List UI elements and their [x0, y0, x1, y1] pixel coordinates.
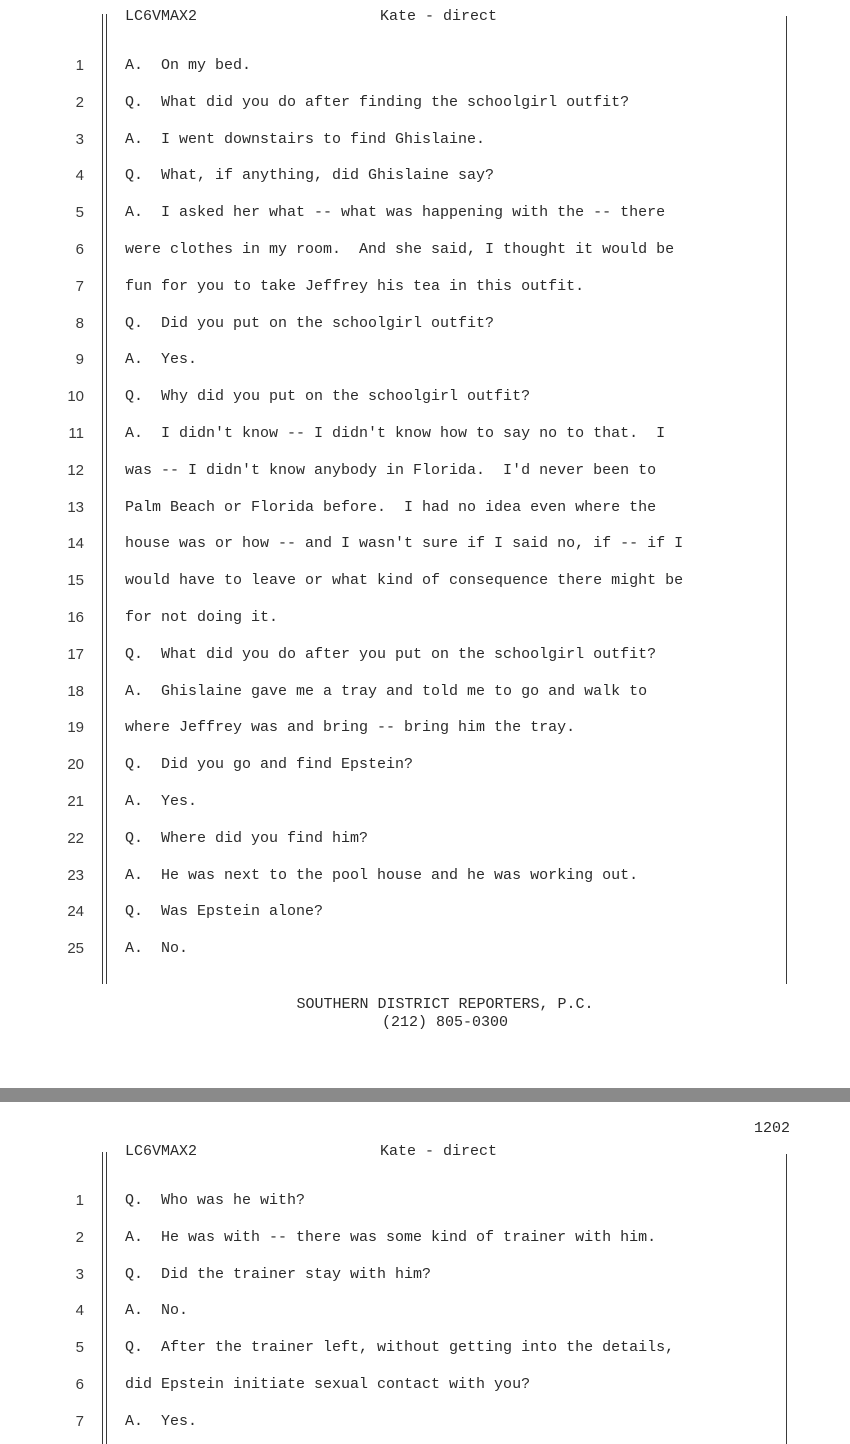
transcript-line: A. I went downstairs to find Ghislaine.	[125, 130, 486, 148]
line-number: 23	[67, 866, 84, 884]
transcript-line: Q. What did you do after you put on the schoolgirl outfit?	[125, 645, 657, 663]
reporter-name: SOUTHERN DISTRICT REPORTERS, P.C.	[296, 996, 594, 1013]
line-number: 18	[67, 682, 84, 700]
line-number: 8	[75, 314, 84, 332]
transcript-line: Q. What did you do after finding the schoolgirl outfit?	[125, 93, 630, 111]
transcript-line: house was or how -- and I wasn't sure if I said no, if -- if I	[125, 535, 684, 553]
left-margin-rule-inner	[106, 1152, 107, 1444]
transcript-line: Palm Beach or Florida before. I had no idea even where the	[125, 498, 657, 516]
line-number: 15	[67, 572, 84, 590]
line-number: 2	[75, 1228, 84, 1246]
line-number: 25	[67, 940, 84, 958]
transcript-line: Q. Why did you put on the schoolgirl outfit?	[125, 388, 531, 406]
transcript-line: where Jeffrey was and bring -- bring him the tray.	[125, 719, 576, 737]
line-number: 2	[75, 93, 84, 111]
left-margin-rule-outer	[102, 1152, 103, 1444]
transcript-line: A. He was next to the pool house and he was working out.	[125, 866, 639, 884]
transcript-line: A. Yes.	[125, 351, 198, 369]
transcript-line: A. On my bed.	[125, 57, 252, 74]
transcript-line: A. No.	[125, 940, 189, 958]
transcript-page-2	[0, 1102, 850, 1444]
left-margin-rule-outer	[102, 14, 103, 984]
line-number: 21	[67, 793, 84, 810]
line-number: 14	[67, 535, 84, 553]
line-number: 10	[67, 388, 84, 406]
line-number: 24	[67, 903, 84, 921]
transcript-line: A. Yes.	[125, 793, 198, 810]
page-separator	[0, 1088, 850, 1102]
transcript-line: Q. Did you put on the schoolgirl outfit?	[125, 314, 495, 332]
line-number: 3	[75, 1265, 84, 1283]
transcript-line: was -- I didn't know anybody in Florida. I'd never been to	[125, 461, 657, 479]
line-number: 6	[75, 241, 84, 258]
line-number: 7	[75, 1412, 84, 1430]
transcript-line: Q. What, if anything, did Ghislaine say?	[125, 167, 495, 185]
transcript-line: were clothes in my room. And she said, I thought it would be	[125, 241, 675, 258]
line-number: 13	[67, 498, 84, 516]
transcript-line: for not doing it.	[125, 609, 279, 626]
transcript-line: A. I didn't know -- I didn't know how to say no to that. I	[125, 425, 666, 442]
line-number: 7	[75, 277, 84, 295]
line-number: 22	[67, 829, 84, 847]
transcript-line: A. No.	[125, 1302, 189, 1320]
transcript-line: A. I asked her what -- what was happening with the -- there	[125, 204, 666, 222]
right-margin-rule	[786, 16, 787, 984]
transcript-line: A. Ghislaine gave me a tray and told me to go and walk to	[125, 682, 648, 700]
line-number: 3	[75, 130, 84, 148]
line-number: 19	[67, 719, 84, 737]
line-number: 20	[67, 756, 84, 774]
line-number: 4	[75, 167, 84, 185]
case-code: LC6VMAX2	[125, 8, 198, 25]
transcript-line: Q. Was Epstein alone?	[125, 903, 324, 921]
transcript-line: Q. Did you go and find Epstein?	[125, 756, 414, 774]
transcript-line: Q. Did the trainer stay with him?	[125, 1265, 432, 1283]
transcript-line: A. He was with -- there was some kind of trainer with him.	[125, 1228, 657, 1246]
line-number: 5	[75, 1339, 84, 1357]
reporter-phone: (212) 805-0300	[381, 1014, 509, 1031]
line-number: 12	[67, 461, 84, 479]
line-number: 11	[68, 425, 84, 442]
line-number: 5	[75, 204, 84, 222]
transcript-line: fun for you to take Jeffrey his tea in this outfit.	[125, 277, 585, 295]
right-margin-rule	[786, 1154, 787, 1444]
line-number: 1	[75, 57, 84, 74]
line-number: 6	[75, 1376, 84, 1393]
line-number: 1	[75, 1192, 84, 1209]
line-number: 17	[67, 645, 84, 663]
line-number: 16	[67, 609, 84, 626]
witness-heading: Kate - direct	[380, 8, 498, 25]
case-code: LC6VMAX2	[125, 1143, 198, 1160]
transcript-line: Q. Where did you find him?	[125, 829, 369, 847]
transcript-line: did Epstein initiate sexual contact with you?	[125, 1376, 531, 1393]
transcript-line: A. Yes.	[125, 1412, 198, 1430]
page-number: 1202	[753, 1120, 790, 1137]
line-number: 4	[75, 1302, 84, 1320]
witness-heading: Kate - direct	[380, 1143, 498, 1160]
left-margin-rule-inner	[106, 14, 107, 984]
line-number: 9	[75, 351, 84, 369]
transcript-line: Q. Who was he with?	[125, 1192, 306, 1209]
transcript-line: Q. After the trainer left, without getting into the details,	[125, 1339, 675, 1357]
transcript-line: would have to leave or what kind of consequence there might be	[125, 572, 684, 590]
